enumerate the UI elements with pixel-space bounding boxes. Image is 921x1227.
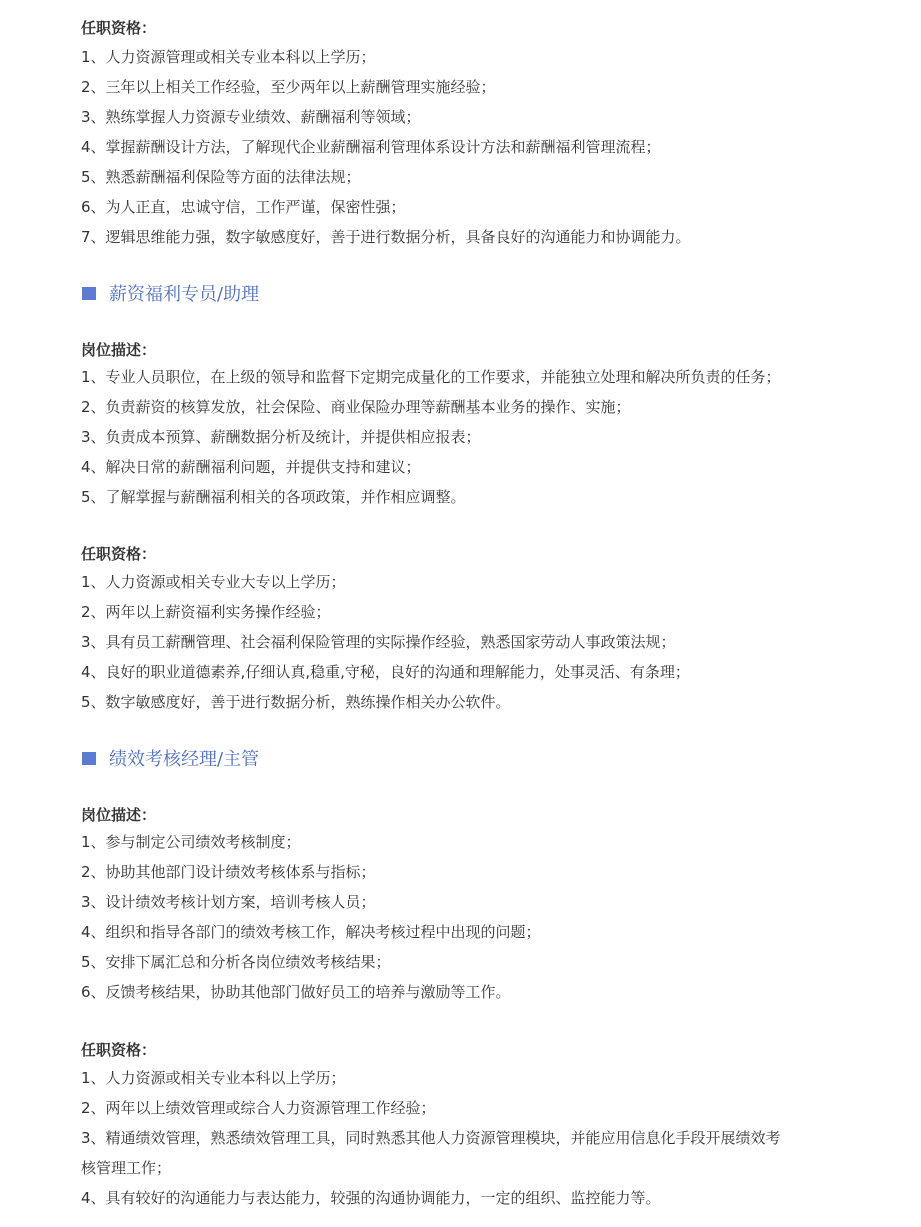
- list-item: 2、协助其他部门设计绩效考核体系与指标；: [81, 863, 376, 881]
- list-item: 4、良好的职业道德素养,仔细认真,稳重,守秘，良好的沟通和理解能力，处事灵活、有条理；: [81, 663, 690, 681]
- section-heading: [82, 746, 259, 770]
- list-item: 4、具有较好的沟通能力与表达能力，较强的沟通协调能力，一定的组织、监控能力等。: [81, 1189, 661, 1207]
- description-label: 岗位描述：: [81, 806, 157, 824]
- list-item: 2、两年以上绩效管理或综合人力资源管理工作经验；: [81, 1099, 436, 1117]
- section-title: 绩效考核经理/主管: [109, 749, 260, 770]
- list-item: 2、负责薪资的核算发放，社会保险、商业保险办理等薪酬基本业务的操作、实施；: [81, 398, 631, 416]
- square-bullet-icon: [82, 752, 96, 765]
- list-item: 4、掌握薪酬设计方法，了解现代企业薪酬福利管理体系设计方法和薪酬福利管理流程；: [81, 138, 661, 156]
- list-item: 2、三年以上相关工作经验，至少两年以上薪酬管理实施经验；: [81, 78, 496, 96]
- list-item: 1、专业人员职位，在上级的领导和监督下定期完成量化的工作要求，并能独立处理和解决所负责的任务；: [81, 368, 781, 386]
- list-item: 2、两年以上薪资福利实务操作经验；: [81, 603, 331, 621]
- section-title: 薪资福利专员/助理: [109, 284, 260, 305]
- list-item: 1、人力资源或相关专业大专以上学历；: [81, 573, 346, 591]
- list-item: 1、人力资源或相关专业本科以上学历；: [81, 1069, 346, 1087]
- list-item: 6、为人正直，忠诚守信，工作严谨，保密性强；: [81, 198, 406, 216]
- qualification-label: 任职资格：: [81, 1041, 157, 1059]
- list-item: 3、设计绩效考核计划方案，培训考核人员；: [81, 893, 376, 911]
- list-item: 5、熟悉薪酬福利保险等方面的法律法规；: [81, 168, 361, 186]
- list-item: 5、安排下属汇总和分析各岗位绩效考核结果；: [81, 953, 391, 971]
- list-item: 3、负责成本预算、薪酬数据分析及统计，并提供相应报表；: [81, 428, 481, 446]
- list-item: 3、精通绩效管理，熟悉绩效管理工具，同时熟悉其他人力资源管理模块，并能应用信息化手段开展绩效考: [81, 1129, 781, 1147]
- description-label: 岗位描述：: [81, 341, 157, 359]
- qualification-label: 任职资格：: [81, 545, 157, 563]
- list-item: 1、参与制定公司绩效考核制度；: [81, 833, 301, 851]
- list-item: 3、具有员工薪酬管理、社会福利保险管理的实际操作经验，熟悉国家劳动人事政策法规；: [81, 633, 676, 651]
- list-item: 7、逻辑思维能力强，数字敏感度好，善于进行数据分析，具备良好的沟通能力和协调能力。: [81, 228, 691, 246]
- list-item: 1、人力资源管理或相关专业本科以上学历；: [81, 48, 376, 66]
- section-heading: [82, 281, 259, 305]
- list-item-continuation: 核管理工作；: [81, 1159, 172, 1177]
- list-item: 4、组织和指导各部门的绩效考核工作，解决考核过程中出现的问题；: [81, 923, 541, 941]
- square-bullet-icon: [82, 287, 96, 300]
- list-item: 3、熟练掌握人力资源专业绩效、薪酬福利等领域；: [81, 108, 421, 126]
- list-item: 5、数字敏感度好，善于进行数据分析，熟练操作相关办公软件。: [81, 693, 511, 711]
- qualification-label: 任职资格：: [81, 19, 157, 37]
- list-item: 5、了解掌握与薪酬福利相关的各项政策，并作相应调整。: [81, 488, 466, 506]
- list-item: 6、反馈考核结果，协助其他部门做好员工的培养与激励等工作。: [81, 983, 511, 1001]
- list-item: 4、解决日常的薪酬福利问题，并提供支持和建议；: [81, 458, 421, 476]
